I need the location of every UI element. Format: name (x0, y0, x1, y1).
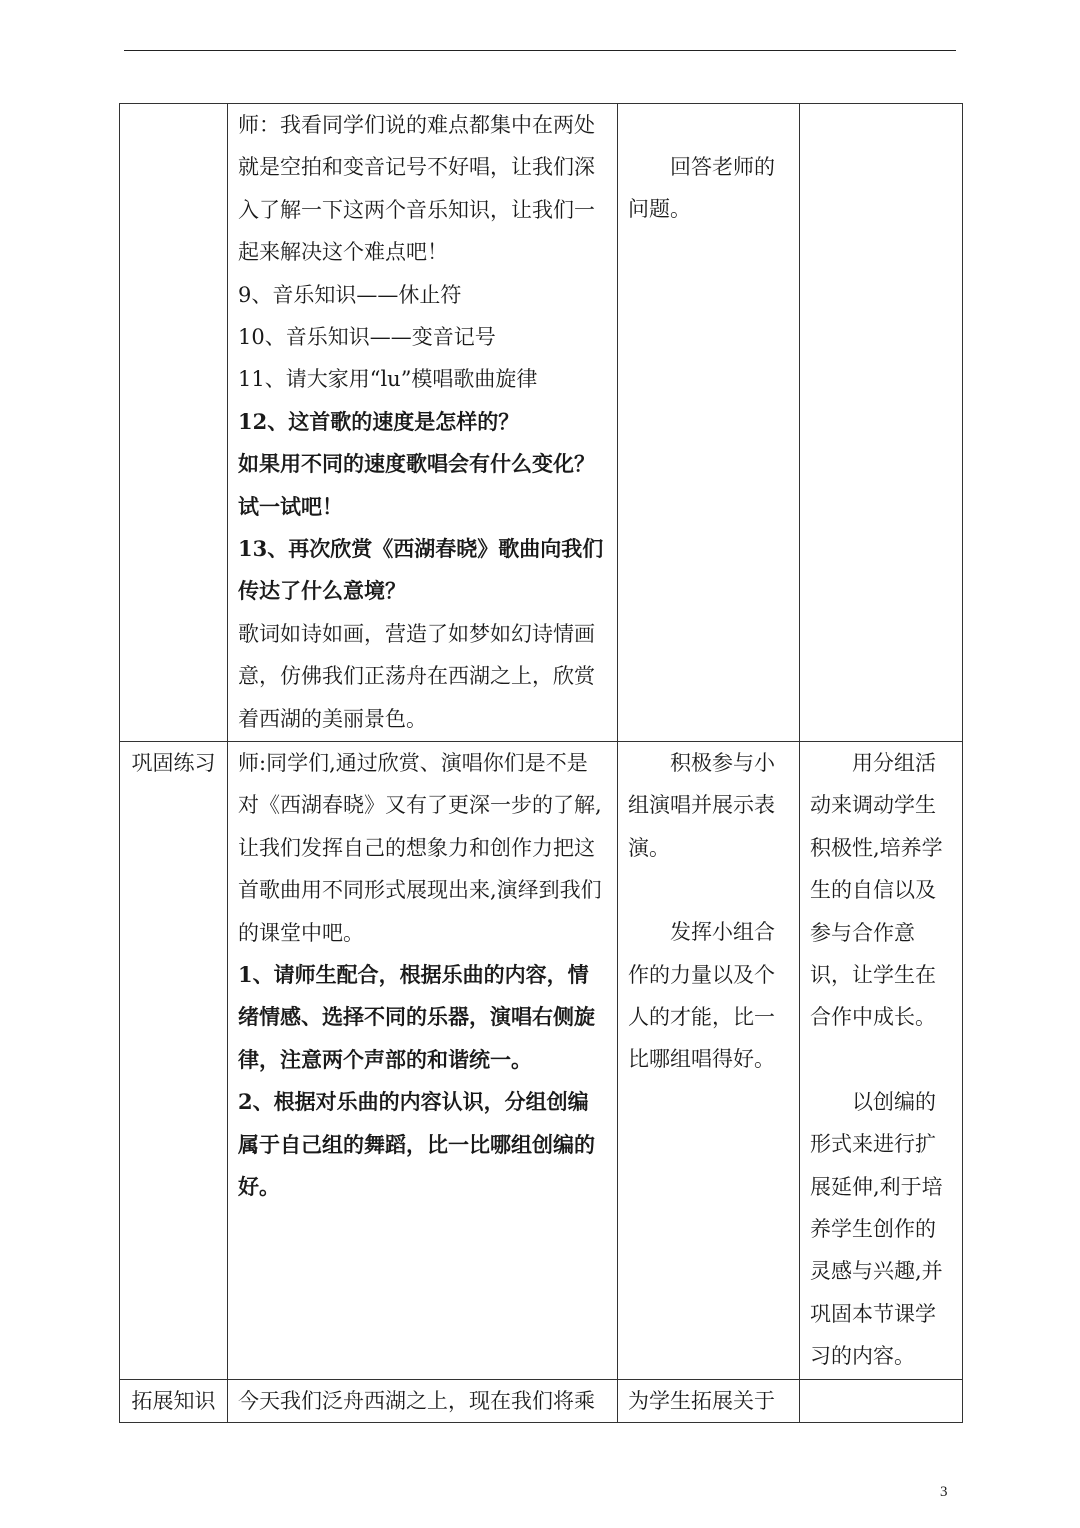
intent-paragraph: 用分组活动来调动学生积极性,培养学生的自信以及参与合作意识，让学生在合作中成长。 (810, 751, 943, 1030)
table-row (120, 104, 963, 742)
teacher-paragraph: 11、请大家用“lu”模唱歌曲旋律 (238, 367, 538, 392)
table-row (120, 1380, 963, 1423)
header-rule (124, 50, 956, 51)
student-cell (618, 742, 800, 1380)
section-cell: 拓展知识 (120, 1380, 228, 1423)
page-number: 3 (940, 1484, 948, 1500)
intent-cell (800, 1380, 963, 1423)
student-paragraph: 为学生拓展关于 (628, 1389, 775, 1413)
table-row (120, 742, 963, 1380)
teacher-paragraph: 12、这首歌的速度是怎样的？ (238, 408, 520, 434)
teacher-cell (228, 104, 618, 742)
teacher-paragraph: 9、音乐知识——休止符 (238, 282, 462, 307)
student-cell (618, 104, 800, 742)
teacher-paragraph: 13、再次欣赏《西湖春晓》歌曲向我们传达了什么意境？ (238, 536, 604, 604)
student-paragraph: 发挥小组合作的力量以及个人的才能，比一比哪组唱得好。 (628, 920, 775, 1072)
teacher-paragraph: 1、请师生配合，根据乐曲的内容，情绪情感、选择不同的乐器，演唱右侧旋律，注意两个声部的和谐统一。 (238, 962, 595, 1072)
teacher-cell (228, 1380, 618, 1423)
intent-cell (800, 742, 963, 1380)
spacer (810, 1039, 952, 1081)
intent-cell (800, 104, 963, 742)
teacher-paragraph: 歌词如诗如画，营造了如梦如幻诗情画意，仿佛我们正荡舟在西湖之上，欣赏着西湖的美丽景色。 (238, 621, 595, 731)
student-cell (618, 1380, 800, 1423)
spacer (628, 104, 789, 146)
section-cell (120, 104, 228, 742)
teacher-paragraph: 如果用不同的速度歌唱会有什么变化？试一试吧！ (238, 451, 595, 519)
student-paragraph: 回答老师的问题。 (628, 155, 775, 222)
student-paragraph: 积极参与小组演唱并展示表演。 (628, 751, 775, 860)
teacher-paragraph: 2、根据对乐曲的内容认识，分组创编属于自己组的舞蹈，比一比哪组创编的好。 (238, 1089, 595, 1200)
teacher-paragraph: 师：我看同学们说的难点都集中在两处就是空拍和变音记号不好唱，让我们深入了解一下这两个音乐知识，让我们一起来解决这个难点吧！ (238, 113, 595, 265)
spacer (628, 869, 789, 911)
teacher-cell (228, 742, 618, 1380)
teacher-paragraph: 今天我们泛舟西湖之上，现在我们将乘 (238, 1389, 595, 1413)
section-cell: 巩固练习 (120, 742, 228, 1380)
lesson-table (119, 103, 963, 1423)
teacher-paragraph: 10、音乐知识——变音记号 (238, 325, 496, 350)
teacher-paragraph: 师:同学们,通过欣赏、演唱你们是不是对《西湖春晓》又有了更深一步的了解,让我们发挥自己的想象力和创作力把这首歌曲用不同形式展现出来,演绎到我们的课堂中吧。 (238, 751, 602, 945)
intent-paragraph: 以创编的形式来进行扩展延伸,利于培养学生创作的灵感与兴趣,并巩固本节课学习的内容。 (810, 1089, 943, 1369)
